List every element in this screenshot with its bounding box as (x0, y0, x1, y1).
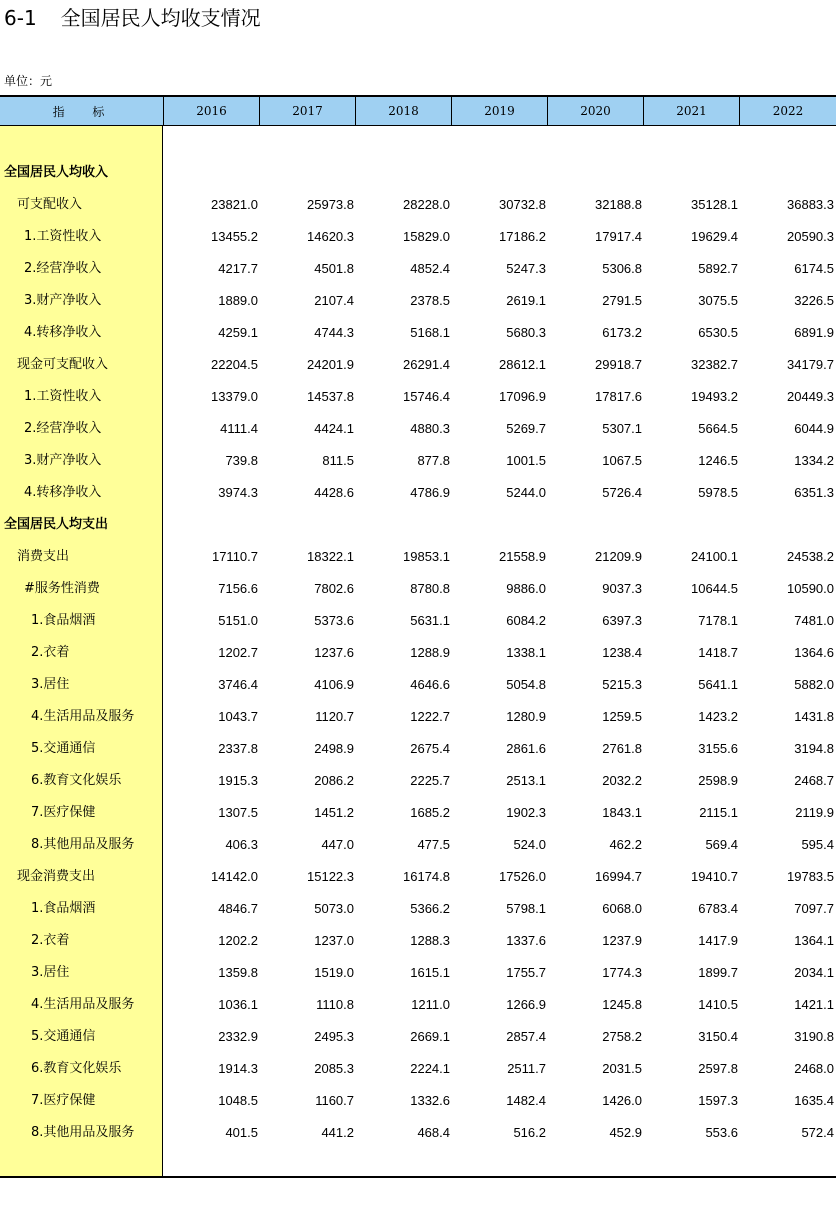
table-cell: 5664.5 (698, 421, 738, 436)
table-cell: 5798.1 (506, 901, 546, 916)
table-cell: 4846.7 (218, 901, 258, 916)
table-cell: 6044.9 (794, 421, 834, 436)
table-cell: 9886.0 (506, 581, 546, 596)
table-row (0, 829, 836, 861)
table-cell: 5215.3 (602, 677, 642, 692)
table-cell: 6173.2 (602, 325, 642, 340)
table-row (0, 1085, 836, 1117)
table-cell: 1238.4 (602, 645, 642, 660)
table-cell: 5680.3 (506, 325, 546, 340)
table-cell: 4880.3 (410, 421, 450, 436)
table-cell: 4217.7 (218, 261, 258, 276)
section-heading: 全国居民人均支出 (4, 517, 109, 532)
header-indicator: 指 标 (52, 104, 117, 119)
table-row (0, 317, 836, 349)
table-cell: 1067.5 (602, 453, 642, 468)
table-cell: 19493.2 (691, 389, 738, 404)
table-cell: 2597.8 (698, 1061, 738, 1076)
row-label: 现金消费支出 (17, 869, 96, 884)
table-cell: 1001.5 (506, 453, 546, 468)
table-cell: 1364.1 (794, 933, 834, 948)
table-cell: 462.2 (609, 837, 642, 852)
row-label: 1.工资性收入 (24, 389, 102, 404)
table-cell: 2115.1 (699, 805, 738, 820)
table-cell: 1259.5 (602, 709, 642, 724)
table-cell: 15829.0 (403, 229, 450, 244)
table-cell: 1889.0 (218, 293, 258, 308)
table-cell: 13379.0 (211, 389, 258, 404)
table-cell: 6351.3 (794, 485, 834, 500)
table-cell: 1280.9 (506, 709, 546, 724)
table-cell: 2857.4 (506, 1029, 546, 1044)
table-cell: 6783.4 (698, 901, 738, 916)
table-cell: 7156.6 (218, 581, 258, 596)
table-cell: 16174.8 (403, 869, 450, 884)
table-cell: 19410.7 (691, 869, 738, 884)
table-row (0, 221, 836, 253)
table-cell: 524.0 (513, 837, 546, 852)
table-cell: 1202.2 (218, 933, 258, 948)
table-cell: 19853.1 (403, 549, 450, 564)
table-cell: 6530.5 (698, 325, 738, 340)
table-cell: 2669.1 (410, 1029, 450, 1044)
table-cell: 22204.5 (211, 357, 258, 372)
table-cell: 9037.3 (602, 581, 642, 596)
unit-label: 单位：元 (4, 74, 53, 88)
table-cell: 5151.0 (218, 613, 258, 628)
row-label: 5.交通通信 (31, 741, 96, 756)
table-row (0, 605, 836, 637)
table-cell: 477.5 (417, 837, 450, 852)
table-cell: 468.4 (417, 1125, 450, 1140)
row-label: 6.教育文化娱乐 (31, 1061, 122, 1076)
data-table (0, 95, 836, 1179)
table-cell: 1202.7 (218, 645, 258, 660)
table-cell: 1043.7 (218, 709, 258, 724)
table-cell: 5366.2 (410, 901, 450, 916)
table-cell: 3190.8 (794, 1029, 834, 1044)
table-cell: 2495.3 (314, 1029, 354, 1044)
table-bottom-rule (0, 1176, 836, 1178)
table-cell: 1914.3 (218, 1061, 258, 1076)
table-cell: 5978.5 (698, 485, 738, 500)
table-cell: 2761.8 (602, 741, 642, 756)
table-cell: 2511.7 (507, 1061, 546, 1076)
row-label: 2.衣着 (31, 933, 70, 948)
table-cell: 1048.5 (218, 1093, 258, 1108)
table-cell: 32188.8 (595, 197, 642, 212)
table-row (0, 381, 836, 413)
table-header (0, 95, 836, 126)
table-cell: 10644.5 (691, 581, 738, 596)
header-year: 2016 (163, 97, 259, 125)
table-cell: 5306.8 (602, 261, 642, 276)
table-cell: 3194.8 (794, 741, 834, 756)
table-cell: 1685.2 (410, 805, 450, 820)
table-cell: 739.8 (225, 453, 258, 468)
table-cell: 1426.0 (602, 1093, 642, 1108)
table-cell: 17186.2 (499, 229, 546, 244)
table-cell: 1332.6 (410, 1093, 450, 1108)
table-cell: 1431.8 (794, 709, 834, 724)
row-label: 3.财产净收入 (24, 293, 102, 308)
table-cell: 17526.0 (499, 869, 546, 884)
table-cell: 4744.3 (314, 325, 354, 340)
table-cell: 2119.9 (795, 805, 834, 820)
table-cell: 2513.1 (506, 773, 546, 788)
table-cell: 2086.2 (314, 773, 354, 788)
table-cell: 1237.6 (314, 645, 354, 660)
row-label: 3.居住 (31, 677, 70, 692)
row-label: #服务性消费 (24, 581, 100, 596)
table-cell: 7802.6 (314, 581, 354, 596)
table-cell: 14537.8 (307, 389, 354, 404)
table-cell: 4428.6 (314, 485, 354, 500)
table-cell: 4852.4 (410, 261, 450, 276)
table-cell: 7178.1 (698, 613, 738, 628)
table-cell: 1337.6 (506, 933, 546, 948)
table-cell: 17917.4 (595, 229, 642, 244)
table-cell: 3150.4 (698, 1029, 738, 1044)
table-cell: 1410.5 (698, 997, 738, 1012)
table-cell: 7481.0 (794, 613, 834, 628)
table-cell: 23821.0 (211, 197, 258, 212)
table-cell: 1246.5 (698, 453, 738, 468)
table-row (0, 445, 836, 477)
table-cell: 5244.0 (506, 485, 546, 500)
row-label: 2.经营净收入 (24, 421, 102, 436)
table-cell: 1902.3 (506, 805, 546, 820)
table-cell: 5269.7 (506, 421, 546, 436)
table-cell: 17817.6 (595, 389, 642, 404)
table-row (0, 1117, 836, 1149)
table-cell: 811.5 (322, 453, 354, 468)
table-cell: 1418.7 (698, 645, 738, 660)
page-title (4, 4, 261, 32)
table-cell: 4424.1 (314, 421, 354, 436)
table-cell: 4501.8 (314, 261, 354, 276)
table-cell: 1417.9 (698, 933, 738, 948)
table-cell: 16994.7 (595, 869, 642, 884)
table-cell: 36883.3 (787, 197, 834, 212)
table-cell: 1222.7 (410, 709, 450, 724)
row-label: 8.其他用品及服务 (31, 837, 135, 852)
table-cell: 4259.1 (218, 325, 258, 340)
table-cell: 35128.1 (691, 197, 738, 212)
table-cell: 2758.2 (602, 1029, 642, 1044)
row-label: 6.教育文化娱乐 (31, 773, 122, 788)
table-cell: 5373.6 (314, 613, 354, 628)
header-year: 2019 (451, 97, 547, 125)
table-cell: 3974.3 (218, 485, 258, 500)
header-year: 2017 (259, 97, 355, 125)
table-cell: 2031.5 (602, 1061, 642, 1076)
table-cell: 6068.0 (602, 901, 642, 916)
table-row (0, 669, 836, 701)
table-cell: 2675.4 (410, 741, 450, 756)
table-row (0, 797, 836, 829)
table-cell: 2468.7 (794, 773, 834, 788)
table-cell: 4646.6 (410, 677, 450, 692)
table-cell: 1120.7 (315, 709, 354, 724)
row-label: 8.其他用品及服务 (31, 1125, 135, 1140)
table-row (0, 637, 836, 669)
row-label: 3.财产净收入 (24, 453, 102, 468)
table-row (0, 701, 836, 733)
table-cell: 3155.6 (698, 741, 738, 756)
table-cell: 1288.3 (410, 933, 450, 948)
section-heading: 全国居民人均收入 (4, 165, 109, 180)
table-cell: 5247.3 (506, 261, 546, 276)
header-year: 2018 (355, 97, 451, 125)
table-cell: 2378.5 (410, 293, 450, 308)
table-cell: 5882.0 (794, 677, 834, 692)
table-cell: 14142.0 (211, 869, 258, 884)
table-cell: 5641.1 (698, 677, 738, 692)
table-cell: 34179.7 (787, 357, 834, 372)
table-row (0, 573, 836, 605)
row-label: 4.生活用品及服务 (31, 709, 135, 724)
table-cell: 1519.0 (314, 965, 354, 980)
table-cell: 2598.9 (698, 773, 738, 788)
table-cell: 595.4 (801, 837, 834, 852)
table-cell: 7097.7 (794, 901, 834, 916)
table-cell: 1211.0 (411, 997, 450, 1012)
table-cell: 1615.1 (410, 965, 450, 980)
table-cell: 1597.3 (698, 1093, 738, 1108)
table-row (0, 861, 836, 893)
table-cell: 26291.4 (403, 357, 450, 372)
header-year: 2021 (643, 97, 739, 125)
table-cell: 1036.1 (218, 997, 258, 1012)
row-label: 可支配收入 (17, 197, 83, 212)
table-cell: 452.9 (609, 1125, 642, 1140)
table-cell: 13455.2 (211, 229, 258, 244)
table-row (0, 893, 836, 925)
table-cell: 24538.2 (787, 549, 834, 564)
table-cell: 15746.4 (403, 389, 450, 404)
table-cell: 1774.3 (602, 965, 642, 980)
row-label: 1.食品烟酒 (31, 613, 96, 628)
table-cell: 21209.9 (595, 549, 642, 564)
table-cell: 1160.7 (315, 1093, 354, 1108)
table-cell: 2619.1 (506, 293, 546, 308)
row-label: 7.医疗保健 (31, 1093, 96, 1108)
table-cell: 1110.8 (316, 997, 354, 1012)
table-cell: 19783.5 (787, 869, 834, 884)
table-row (0, 733, 836, 765)
table-row (0, 1021, 836, 1053)
table-cell: 1338.1 (506, 645, 546, 660)
table-cell: 2224.1 (410, 1061, 450, 1076)
table-row (0, 413, 836, 445)
table-cell: 2032.2 (602, 773, 642, 788)
table-cell: 1266.9 (506, 997, 546, 1012)
table-cell: 2107.4 (314, 293, 354, 308)
table-cell: 28612.1 (499, 357, 546, 372)
table-cell: 3075.5 (698, 293, 738, 308)
table-cell: 1237.9 (602, 933, 642, 948)
table-cell: 572.4 (801, 1125, 834, 1140)
table-row (0, 285, 836, 317)
table-row (0, 925, 836, 957)
table-row (0, 765, 836, 797)
table-row (0, 189, 836, 221)
table-cell: 4786.9 (410, 485, 450, 500)
table-row (0, 477, 836, 509)
table-cell: 5073.0 (314, 901, 354, 916)
table-cell: 17096.9 (499, 389, 546, 404)
table-cell: 29918.7 (595, 357, 642, 372)
table-cell: 20590.3 (787, 229, 834, 244)
table-cell: 553.6 (705, 1125, 738, 1140)
table-number: 6-1 (4, 6, 37, 30)
row-label: 现金可支配收入 (17, 357, 109, 372)
table-cell: 2337.8 (218, 741, 258, 756)
table-cell: 5892.7 (698, 261, 738, 276)
table-row (0, 957, 836, 989)
table-cell: 6174.5 (794, 261, 834, 276)
table-body (0, 157, 836, 1149)
row-label: 消费支出 (17, 549, 70, 564)
table-cell: 1421.1 (794, 997, 834, 1012)
table-cell: 2332.9 (218, 1029, 258, 1044)
table-cell: 5631.1 (410, 613, 450, 628)
table-cell: 2861.6 (506, 741, 546, 756)
table-cell: 406.3 (225, 837, 258, 852)
table-cell: 5726.4 (602, 485, 642, 500)
table-cell: 401.5 (225, 1125, 258, 1140)
table-cell: 24100.1 (691, 549, 738, 564)
row-label: 4.转移净收入 (24, 485, 102, 500)
table-cell: 1334.2 (794, 453, 834, 468)
table-cell: 6891.9 (794, 325, 834, 340)
table-cell: 877.8 (417, 453, 450, 468)
table-cell: 1843.1 (602, 805, 642, 820)
table-cell: 5054.8 (506, 677, 546, 692)
table-cell: 516.2 (513, 1125, 546, 1140)
table-cell: 19629.4 (691, 229, 738, 244)
table-cell: 32382.7 (691, 357, 738, 372)
table-cell: 1237.0 (314, 933, 354, 948)
table-cell: 6084.2 (506, 613, 546, 628)
table-cell: 1423.2 (698, 709, 738, 724)
table-cell: 1482.4 (506, 1093, 546, 1108)
table-cell: 2085.3 (314, 1061, 354, 1076)
table-cell: 2498.9 (314, 741, 354, 756)
table-title: 全国居民人均收支情况 (60, 6, 261, 30)
row-label: 3.居住 (31, 965, 70, 980)
table-cell: 4111.4 (220, 421, 258, 436)
row-label: 2.衣着 (31, 645, 70, 660)
table-cell: 28228.0 (403, 197, 450, 212)
row-label: 5.交通通信 (31, 1029, 96, 1044)
table-row (0, 989, 836, 1021)
table-cell: 24201.9 (307, 357, 354, 372)
table-row (0, 253, 836, 285)
table-cell: 1899.7 (698, 965, 738, 980)
table-cell: 20449.3 (787, 389, 834, 404)
table-cell: 5168.1 (410, 325, 450, 340)
table-cell: 17110.7 (211, 549, 258, 564)
row-label: 2.经营净收入 (24, 261, 102, 276)
table-cell: 1307.5 (218, 805, 258, 820)
table-cell: 1364.6 (794, 645, 834, 660)
table-cell: 25973.8 (307, 197, 354, 212)
table-cell: 6397.3 (602, 613, 642, 628)
table-cell: 441.2 (321, 1125, 354, 1140)
table-cell: 1451.2 (314, 805, 354, 820)
table-cell: 5307.1 (602, 421, 642, 436)
table-cell: 18322.1 (307, 549, 354, 564)
table-cell: 2468.0 (794, 1061, 834, 1076)
table-row (0, 541, 836, 573)
table-cell: 1288.9 (410, 645, 450, 660)
row-label: 1.工资性收入 (24, 229, 102, 244)
section-row (0, 157, 836, 189)
table-cell: 1245.8 (602, 997, 642, 1012)
row-label: 7.医疗保健 (31, 805, 96, 820)
table-cell: 2225.7 (410, 773, 450, 788)
header-year: 2022 (739, 97, 836, 125)
table-cell: 30732.8 (499, 197, 546, 212)
table-cell: 1755.7 (506, 965, 546, 980)
row-label: 4.转移净收入 (24, 325, 102, 340)
table-cell: 1915.3 (218, 773, 258, 788)
row-label: 1.食品烟酒 (31, 901, 96, 916)
table-cell: 4106.9 (314, 677, 354, 692)
table-cell: 447.0 (321, 837, 354, 852)
table-cell: 3746.4 (218, 677, 258, 692)
table-cell: 2791.5 (602, 293, 642, 308)
table-cell: 8780.8 (410, 581, 450, 596)
table-row (0, 1053, 836, 1085)
table-cell: 2034.1 (794, 965, 834, 980)
table-cell: 1359.8 (218, 965, 258, 980)
table-cell: 15122.3 (307, 869, 354, 884)
table-cell: 10590.0 (787, 581, 834, 596)
table-cell: 3226.5 (794, 293, 834, 308)
table-cell: 21558.9 (499, 549, 546, 564)
header-year: 2020 (547, 97, 643, 125)
table-cell: 1635.4 (794, 1093, 834, 1108)
section-row (0, 509, 836, 541)
row-label: 4.生活用品及服务 (31, 997, 135, 1012)
table-cell: 14620.3 (307, 229, 354, 244)
table-row (0, 349, 836, 381)
table-cell: 569.4 (705, 837, 738, 852)
